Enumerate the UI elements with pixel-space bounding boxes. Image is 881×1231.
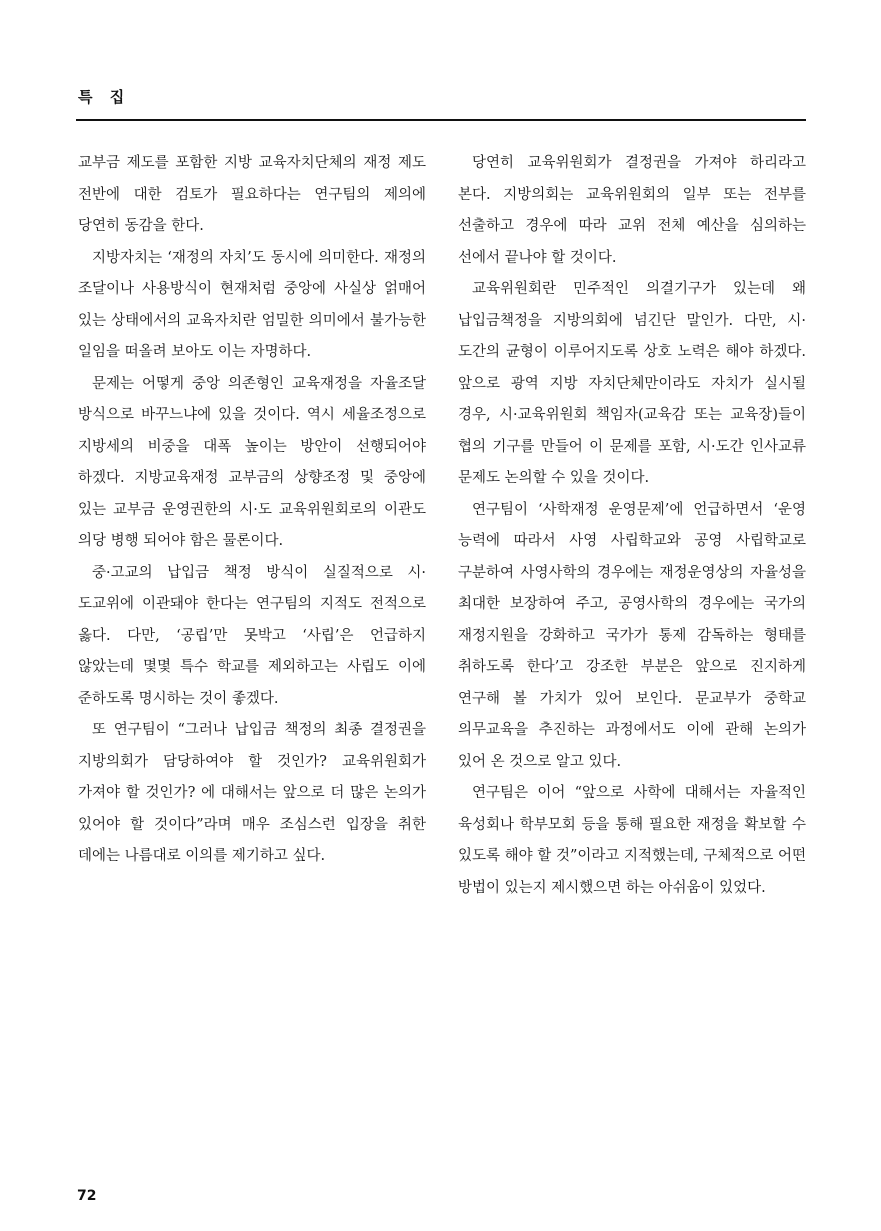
right-column xyxy=(458,148,806,904)
paragraph: 연구팀은 이어 “앞으로 사학에 대해서는 자율적인 육성회나 학부모회 등을 통해 필요한 재정을 확보할 수 있도록 해야 할 것”이라고 지적했는데, 구체적으로 어떤 방법이 있는지 제시했으면 하는 아쉬움이 있었다. xyxy=(458,785,806,896)
paragraph: 중·고교의 납입금 책정 방식이 실질적으로 시·도교위에 이관돼야 한다는 연구팀의 지적도 전적으로 옳다. 다만, ‘공립’만 못박고 ‘사립’은 언급하지 않았는데 몇몇 특수 학교를 제외하고는 사립도 이에 준하도록 명시하는 것이 좋겠다. xyxy=(78,564,426,707)
paragraph: 또 연구팀이 “그러나 납입금 책정의 최종 결정권을 지방의회가 담당하여야 할 것인가? 교육위원회가 가져야 할 것인가? 에 대해서는 앞으로 더 많은 논의가 있어야 할 것이다”라며 매우 조심스런 입장을 취한 데에는 나름대로 이의를 제기하고 싶다. xyxy=(78,722,426,864)
page-number: 72 xyxy=(77,1188,97,1204)
paragraph: 교부금 제도를 포함한 지방 교육자치단체의 재정 제도 전반에 대한 검토가 필요하다는 연구팀의 제의에 당연히 동감을 한다. xyxy=(78,155,426,234)
header-rule xyxy=(76,119,806,121)
paragraph: 문제는 어떻게 중앙 의존형인 교육재정을 자율조달 방식으로 바꾸느냐에 있을 것이다. 역시 세율조정으로 지방세의 비중을 대폭 높이는 방안이 선행되어야 하겠다. 지방교육재정 교부금의 상향조정 및 중앙에 있는 교부금 운영권한의 시·도 교육위원회로의 이관도 의당 병행 되어야 함은 물론이다. xyxy=(78,375,426,549)
paragraph: 당연히 교육위원회가 결정권을 가져야 하리라고 본다. 지방의회는 교육위원회의 일부 또는 전부를 선출하고 경우에 따라 교위 전체 예산을 심의하는 선에서 끝나야 할 것이다. xyxy=(458,155,806,266)
section-label: 특 집 xyxy=(78,88,131,106)
paragraph: 교육위원회란 민주적인 의결기구가 있는데 왜 납입금책정을 지방의회에 넘긴단 말인가. 다만, 시·도간의 균형이 이루어지도록 상호 노력은 해야 하겠다. 앞으로 광역 지방 자치단체만이라도 자치가 실시될 경우, 시·교육위원회 책임자(교육감 또는 교육장)들이 협의 기구를 만들어 이 문제를 포함, 시·도간 인사교류 문제도 논의할 수 있을 것이다. xyxy=(458,281,806,486)
paragraph: 지방자치는 ‘재정의 자치’도 동시에 의미한다. 재정의 조달이나 사용방식이 현재처럼 중앙에 사실상 얽매어 있는 상태에서의 교육자치란 엄밀한 의미에서 불가능한 일임을 떠올려 보아도 이는 자명하다. xyxy=(78,249,426,360)
left-column xyxy=(78,148,426,873)
paragraph: 연구팀이 ‘사학재정 운영문제’에 언급하면서 ‘운영 능력에 따라서 사영 사립학교와 공영 사립학교로 구분하여 사영사학의 경우에는 재정운영상의 자율성을 최대한 보장하여 주고, 공영사학의 경우에는 국가의 재정지원을 강화하고 국가가 통제 감독하는 형태를 취하도록 한다’고 강조한 부분은 앞으로 진지하게 연구해 볼 가치가 있어 보인다. 문교부가 중학교 의무교육을 추진하는 과정에서도 이에 관해 논의가 있어 온 것으로 알고 있다. xyxy=(458,501,806,770)
